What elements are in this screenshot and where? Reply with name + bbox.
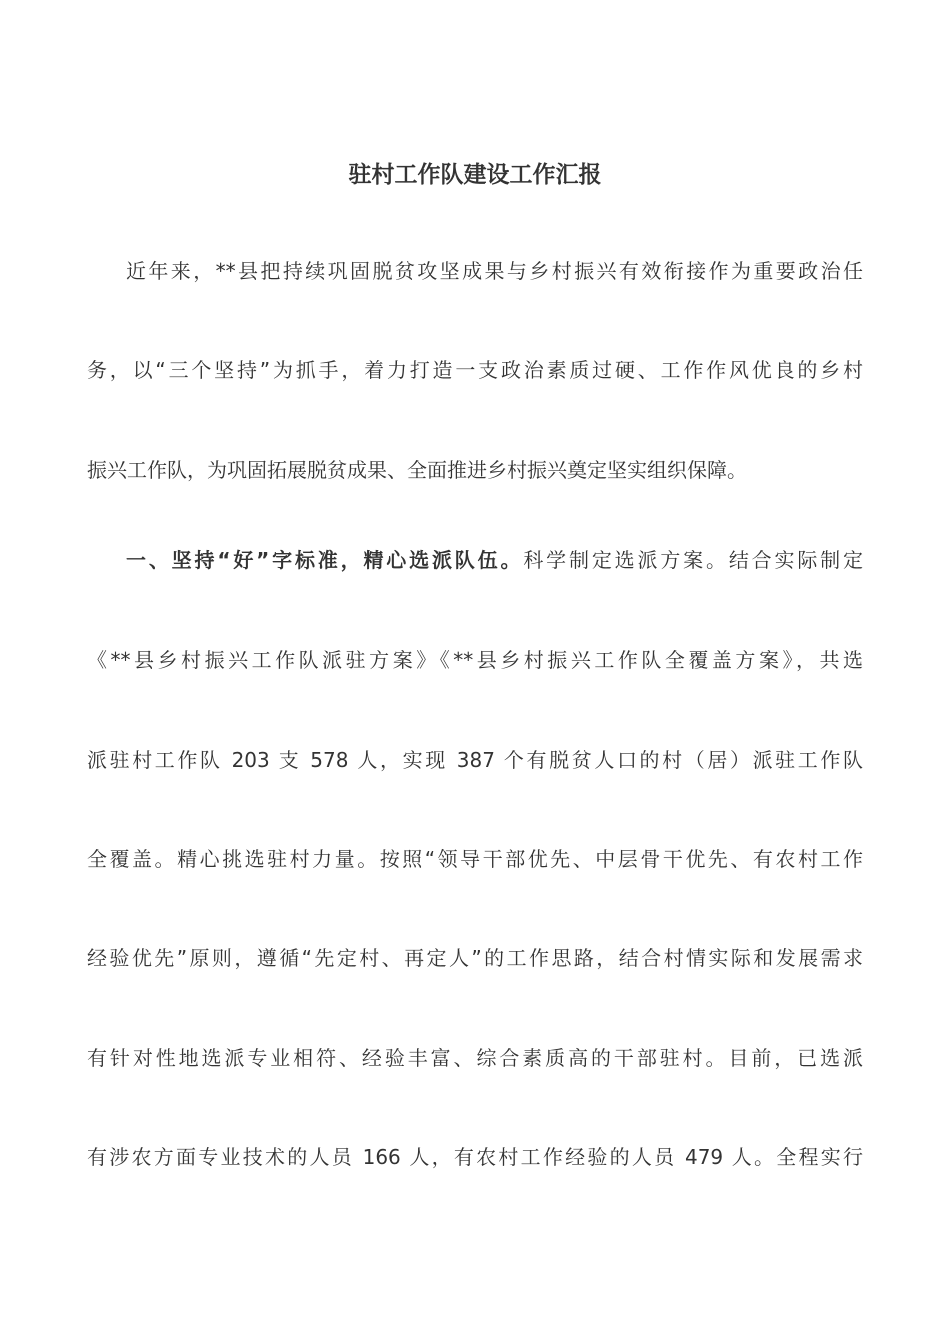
- section-heading: 一、坚持“好”字标准，精心选派队伍。: [126, 548, 524, 572]
- paragraph2-line5: 经验优先”原则，遵循“先定村、再定人”的工作思路，结合村情实际和发展需求: [87, 946, 863, 970]
- paragraph2-line2: 《**县乡村振兴工作队派驻方案》《**县乡村振兴工作队全覆盖方案》，共选: [87, 648, 863, 672]
- paragraph1-line1: 近年来，**县把持续巩固脱贫攻坚成果与乡村振兴有效衔接作为重要政治任: [126, 259, 863, 283]
- paragraph1-line3: 振兴工作队，为巩固拓展脱贫成果、全面推进乡村振兴奠定坚实组织保障。: [87, 458, 747, 482]
- paragraph2-line1: [126, 545, 863, 575]
- paragraph2-line7: 有涉农方面专业技术的人员 166 人，有农村工作经验的人员 479 人。全程实行: [87, 1145, 863, 1169]
- paragraph2-line6: 有针对性地选派专业相符、经验丰富、综合素质高的干部驻村。目前，已选派: [87, 1046, 863, 1070]
- paragraph1-line2: 务，以“三个坚持”为抓手，着力打造一支政治素质过硬、工作作风优良的乡村: [87, 358, 863, 382]
- paragraph2-line4: 全覆盖。精心挑选驻村力量。按照“领导干部优先、中层骨干优先、有农村工作: [87, 847, 863, 871]
- paragraph2-line3: 派驻村工作队 203 支 578 人，实现 387 个有脱贫人口的村（居）派驻工作队: [87, 748, 863, 772]
- document-title: 驻村工作队建设工作汇报: [348, 162, 602, 188]
- paragraph2-line1-text: 科学制定选派方案。结合实际制定: [523, 548, 863, 572]
